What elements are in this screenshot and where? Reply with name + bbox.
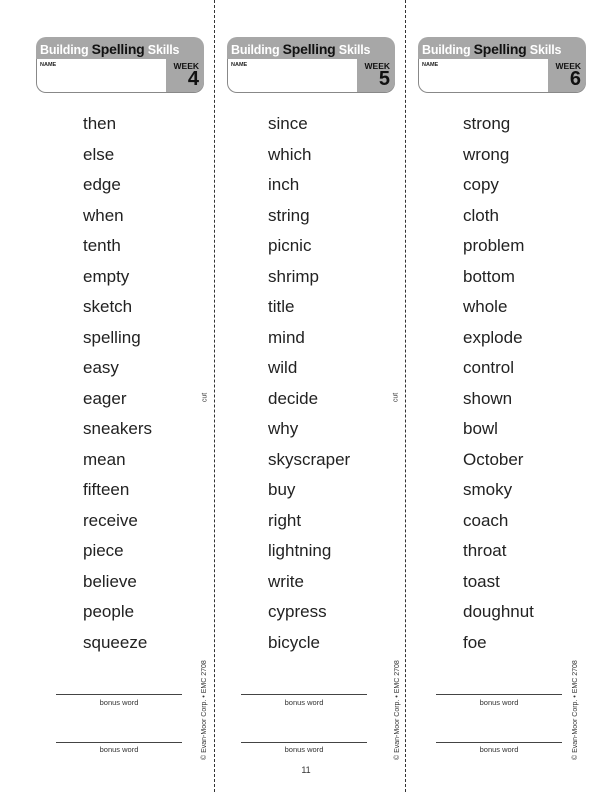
copyright-notice: © Evan-Moor Corp. • EMC 2708 [201,660,208,760]
card-title: Building Spelling Skills [231,41,371,57]
spelling-word: squeeze [83,632,148,652]
bonus-word-line[interactable] [436,694,562,695]
spelling-word: believe [83,571,137,591]
week-number: 4 [187,68,199,90]
name-field-box[interactable] [418,59,586,93]
spelling-word: bicycle [268,632,320,652]
bonus-word-label: bonus word [284,745,324,754]
name-label: NAME [422,62,439,68]
spelling-word: fifteen [83,480,130,499]
week-label: WEEK [364,61,390,71]
spelling-word: cypress [268,602,327,621]
spelling-word: else [83,144,115,164]
week-box [357,58,395,92]
cut-line-left [214,0,215,792]
spelling-word: since [268,114,308,133]
card-title: Building Spelling Skills [422,41,562,57]
spelling-word: mean [83,449,126,469]
spelling-word: foe [463,632,487,652]
name-field-box[interactable] [227,59,395,93]
week-label: WEEK [173,61,199,71]
week-box [548,58,586,92]
bonus-word-line[interactable] [436,742,562,743]
spelling-word: title [268,297,295,316]
spelling-word: easy [83,358,119,377]
bonus-word-label: bonus word [99,698,139,707]
spelling-word: control [463,358,515,377]
spelling-word: write [268,571,304,591]
bonus-word-label: bonus word [479,745,519,754]
spelling-word: edge [83,175,121,194]
name-label: NAME [40,62,57,68]
spelling-card-header [418,37,586,93]
bonus-word-line[interactable] [241,742,367,743]
bonus-word-line[interactable] [56,694,182,695]
spelling-card-header [36,37,204,93]
spelling-word: sketch [83,297,133,316]
spelling-word: cloth [463,205,499,225]
spelling-word: people [83,602,135,621]
spelling-word: wild [268,358,298,377]
bonus-word-line[interactable] [241,694,367,695]
spelling-word: inch [268,175,300,194]
week-number: 6 [569,68,581,90]
spelling-word: coach [463,510,509,530]
spelling-word: wrong [463,144,510,164]
card-title-bar [418,37,586,59]
card-title-bar [36,37,204,59]
spelling-word: why [268,419,299,438]
name-field-box[interactable] [36,59,204,93]
spelling-word: spelling [83,327,141,347]
spelling-word: bowl [463,419,498,438]
spelling-word: empty [83,266,130,286]
spelling-word: right [268,510,302,530]
spelling-word: mind [268,327,305,347]
spelling-word: smoky [463,480,513,499]
spelling-word: lightning [268,541,332,560]
bonus-word-label: bonus word [479,698,519,707]
spelling-word: piece [83,541,124,560]
spelling-word: tenth [83,236,121,255]
cut-label-right: cut [392,392,400,403]
spelling-word: string [268,205,310,225]
spelling-word: October [463,449,524,469]
spelling-word: then [83,114,117,133]
copyright-notice: © Evan-Moor Corp. • EMC 2708 [394,660,401,760]
spelling-word: explode [463,327,523,347]
card-title-bar [227,37,395,59]
spelling-word: decide [268,388,319,408]
spelling-word: eager [83,388,127,408]
spelling-word: skyscraper [268,449,351,469]
week-box [166,58,204,92]
spelling-word: copy [463,175,499,194]
spelling-word: toast [463,571,500,591]
cut-label-left: cut [201,392,209,403]
cut-line-right [405,0,406,792]
name-label: NAME [231,62,248,68]
spelling-word: bottom [463,266,515,286]
spelling-word: shown [463,388,513,408]
spelling-word: sneakers [83,419,152,438]
spelling-word: shrimp [268,266,320,286]
bonus-word-label: bonus word [99,745,139,754]
bonus-word-line[interactable] [56,742,182,743]
spelling-card-header [227,37,395,93]
page-number: 11 [301,765,311,775]
spelling-word: whole [463,297,508,316]
spelling-word: throat [463,541,507,560]
spelling-word: picnic [268,236,312,255]
spelling-word: when [83,205,124,225]
spelling-word: receive [83,510,138,530]
spelling-word: which [268,144,312,164]
spelling-word: buy [268,480,296,499]
spelling-word: problem [463,236,525,255]
spelling-word: strong [463,114,511,133]
card-title: Building Spelling Skills [40,41,180,57]
copyright-notice: © Evan-Moor Corp. • EMC 2708 [572,660,579,760]
bonus-word-label: bonus word [284,698,324,707]
week-label: WEEK [555,61,581,71]
spelling-word: doughnut [463,602,534,621]
week-number: 5 [378,68,390,90]
